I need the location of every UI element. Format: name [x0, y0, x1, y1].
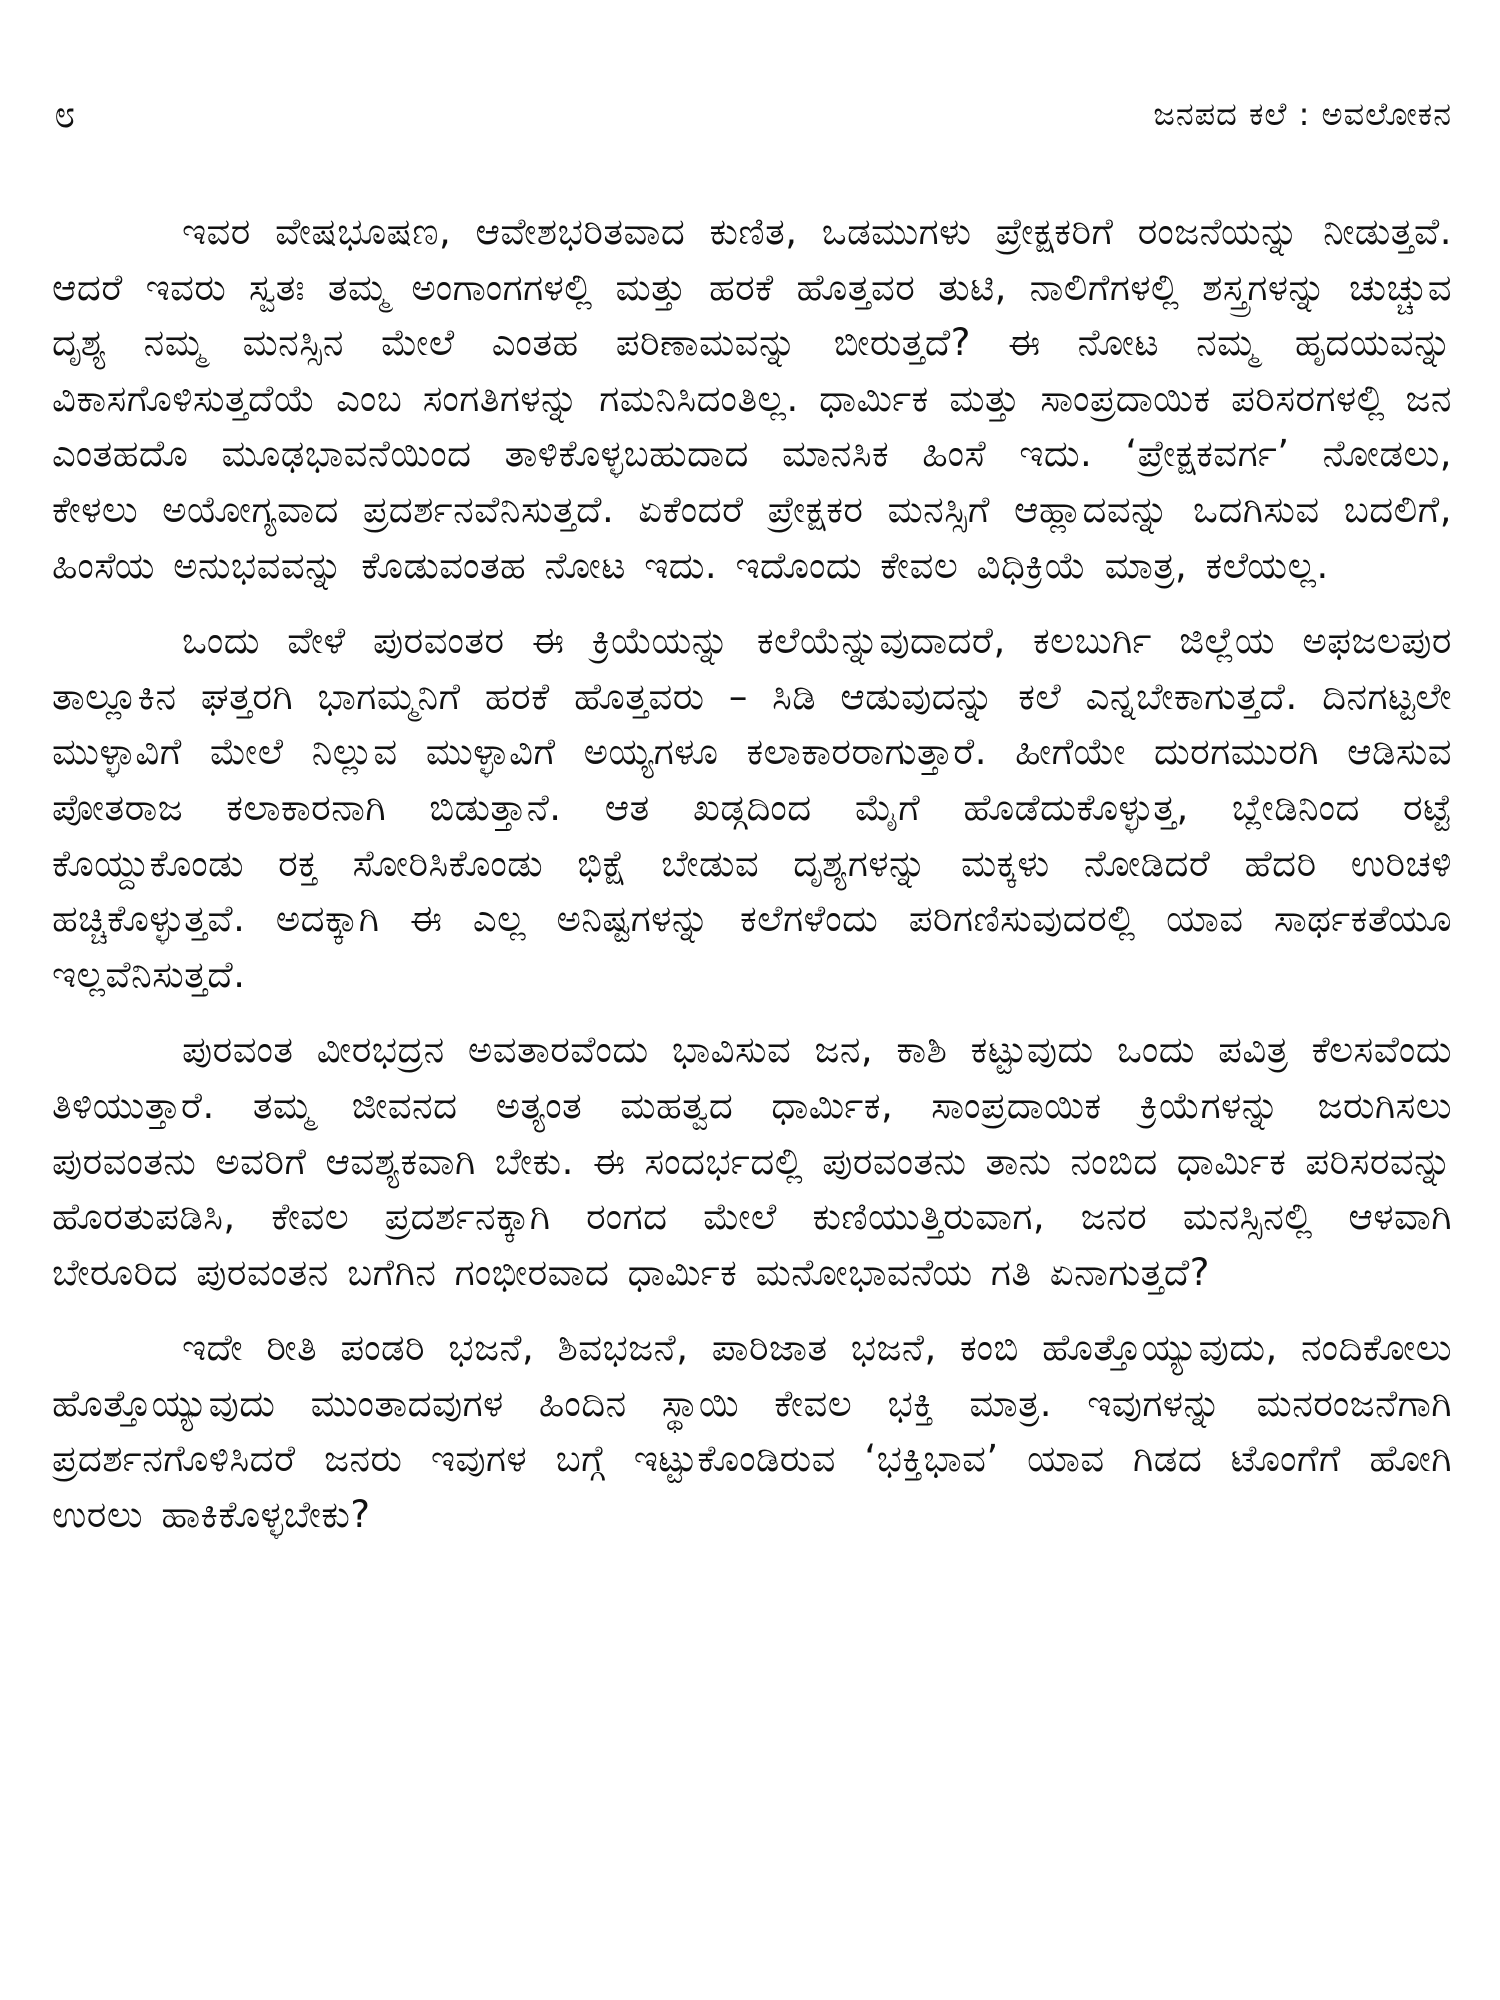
paragraph-4: ಇದೇ ರೀತಿ ಪಂಡರಿ ಭಜನೆ, ಶಿವಭಜನೆ, ಪಾರಿಜಾತ ಭಜನೆ, ಕಂಬಿ ಹೊತ್ತೊಯ್ಯುವುದು, ನಂದಿಕೋಲು ಹೊತ್ತೊಯ್ಯುವುದು ಮುಂತಾದವುಗಳ ಹಿಂದಿನ ಸ್ಥಾಯಿ ಕೇವಲ ಭಕ್ತಿ ಮಾತ್ರ. ಇವುಗಳನ್ನು ಮನರಂಜನೆಗಾಗಿ ಪ್ರದರ್ಶನಗೊಳಿಸಿದರೆ ಜನರು ಇವುಗಳ ಬಗ್ಗೆ ಇಟ್ಟುಕೊಂಡಿರುವ ‘ಭಕ್ತಿಭಾವ’ ಯಾವ ಗಿಡದ ಟೊಂಗೆಗೆ ಹೋಗಿ ಉರಲು ಹಾಕಿಕೊಳ್ಳಬೇಕು? [52, 1326, 1452, 1537]
page-number: ೮ [54, 92, 77, 136]
body-text [52, 204, 1452, 1543]
page-header [52, 92, 1452, 152]
running-title: ಜನಪದ ಕಲೆ : ಅವಲೋಕನ [1153, 95, 1452, 133]
book-page [52, 92, 1452, 1972]
paragraph-3: ಪುರವಂತ ವೀರಭದ್ರನ ಅವತಾರವೆಂದು ಭಾವಿಸುವ ಜನ, ಕಾಶಿ ಕಟ್ಟುವುದು ಒಂದು ಪವಿತ್ರ ಕೆಲಸವೆಂದು ತಿಳಿಯುತ್ತಾರೆ. ತಮ್ಮ ಜೀವನದ ಅತ್ಯಂತ ಮಹತ್ವದ ಧಾರ್ಮಿಕ, ಸಾಂಪ್ರದಾಯಿಕ ಕ್ರಿಯೆಗಳನ್ನು ಜರುಗಿಸಲು ಪುರವಂತನು ಅವರಿಗೆ ಆವಶ್ಯಕವಾಗಿ ಬೇಕು. ಈ ಸಂದರ್ಭದಲ್ಲಿ ಪುರವಂತನು ತಾನು ನಂಬಿದ ಧಾರ್ಮಿಕ ಪರಿಸರವನ್ನು ಹೊರತುಪಡಿಸಿ, ಕೇವಲ ಪ್ರದರ್ಶನಕ್ಕಾಗಿ ರಂಗದ ಮೇಲೆ ಕುಣಿಯುತ್ತಿರುವಾಗ, ಜನರ ಮನಸ್ಸಿನಲ್ಲಿ ಆಳವಾಗಿ ಬೇರೂರಿದ ಪುರವಂತನ ಬಗೆಗಿನ ಗಂಭೀರವಾದ ಧಾರ್ಮಿಕ ಮನೋಭಾವನೆಯ ಗತಿ ಏನಾಗುತ್ತದೆ? [52, 1028, 1452, 1294]
paragraph-1: ಇವರ ವೇಷಭೂಷಣ, ಆವೇಶಭರಿತವಾದ ಕುಣಿತ, ಒಡಮುಗಳು ಪ್ರೇಕ್ಷಕರಿಗೆ ರಂಜನೆಯನ್ನು ನೀಡುತ್ತವೆ. ಆದರೆ ಇವರು ಸ್ವತಃ ತಮ್ಮ ಅಂಗಾಂಗಗಳಲ್ಲಿ ಮತ್ತು ಹರಕೆ ಹೊತ್ತವರ ತುಟಿ, ನಾಲಿಗೆಗಳಲ್ಲಿ ಶಸ್ತ್ರಗಳನ್ನು ಚುಚ್ಚುವ ದೃಶ್ಯ ನಮ್ಮ ಮನಸ್ಸಿನ ಮೇಲೆ ಎಂತಹ ಪರಿಣಾಮವನ್ನು ಬೀರುತ್ತದೆ? ಈ ನೋಟ ನಮ್ಮ ಹೃದಯವನ್ನು ವಿಕಾಸಗೊಳಿಸುತ್ತದೆಯೆ ಎಂಬ ಸಂಗತಿಗಳನ್ನು ಗಮನಿಸಿದಂತಿಲ್ಲ. ಧಾರ್ಮಿಕ ಮತ್ತು ಸಾಂಪ್ರದಾಯಿಕ ಪರಿಸರಗಳಲ್ಲಿ ಜನ ಎಂತಹದೊ ಮೂಢಭಾವನೆಯಿಂದ ತಾಳಿಕೊಳ್ಳಬಹುದಾದ ಮಾನಸಿಕ ಹಿಂಸೆ ಇದು. ‘ಪ್ರೇಕ್ಷಕವರ್ಗ’ ನೋಡಲು, ಕೇಳಲು ಅಯೋಗ್ಯವಾದ ಪ್ರದರ್ಶನವೆನಿಸುತ್ತದೆ. ಏಕೆಂದರೆ ಪ್ರೇಕ್ಷಕರ ಮನಸ್ಸಿಗೆ ಆಹ್ಲಾದವನ್ನು ಒದಗಿಸುವ ಬದಲಿಗೆ, ಹಿಂಸೆಯ ಅನುಭವವನ್ನು ಕೊಡುವಂತಹ ನೋಟ ಇದು. ಇದೊಂದು ಕೇವಲ ವಿಧಿಕ್ರಿಯೆ ಮಾತ್ರ, ಕಲೆಯಲ್ಲ. [52, 210, 1452, 587]
paragraph-2: ಒಂದು ವೇಳೆ ಪುರವಂತರ ಈ ಕ್ರಿಯೆಯನ್ನು ಕಲೆಯೆನ್ನುವುದಾದರೆ, ಕಲಬುರ್ಗಿ ಜಿಲ್ಲೆಯ ಅಫಜಲಪುರ ತಾಲ್ಲೂಕಿನ ಘತ್ತರಗಿ ಭಾಗಮ್ಮನಿಗೆ ಹರಕೆ ಹೊತ್ತವರು – ಸಿಡಿ ಆಡುವುದನ್ನು ಕಲೆ ಎನ್ನಬೇಕಾಗುತ್ತದೆ. ದಿನಗಟ್ಟಲೇ ಮುಳ್ಳಾವಿಗೆ ಮೇಲೆ ನಿಲ್ಲುವ ಮುಳ್ಳಾವಿಗೆ ಅಯ್ಯಗಳೂ ಕಲಾಕಾರರಾಗುತ್ತಾರೆ. ಹೀಗೆಯೇ ದುರಗಮುರಗಿ ಆಡಿಸುವ ಪೋತರಾಜ ಕಲಾಕಾರನಾಗಿ ಬಿಡುತ್ತಾನೆ. ಆತ ಖಡ್ಗದಿಂದ ಮೈಗೆ ಹೊಡೆದುಕೊಳ್ಳುತ್ತ, ಬ್ಲೇಡಿನಿಂದ ರಟ್ಟೆ ಕೊಯ್ದುಕೊಂಡು ರಕ್ತ ಸೋರಿಸಿಕೊಂಡು ಭಿಕ್ಷೆ ಬೇಡುವ ದೃಶ್ಯಗಳನ್ನು ಮಕ್ಕಳು ನೋಡಿದರೆ ಹೆದರಿ ಉರಿಚಳಿ ಹಚ್ಚಿಕೊಳ್ಳುತ್ತವೆ. ಅದಕ್ಕಾಗಿ ಈ ಎಲ್ಲ ಅನಿಷ್ಟಗಳನ್ನು ಕಲೆಗಳೆಂದು ಪರಿಗಣಿಸುವುದರಲ್ಲಿ ಯಾವ ಸಾರ್ಥಕತೆಯೂ ಇಲ್ಲವೆನಿಸುತ್ತದೆ. [52, 619, 1452, 996]
